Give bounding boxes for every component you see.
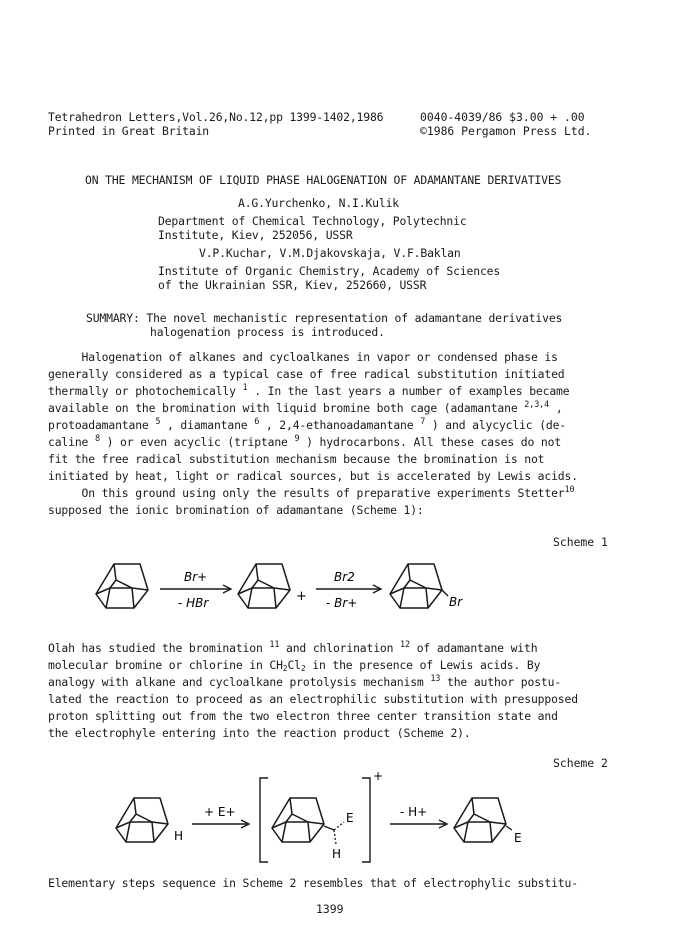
paper-title: ON THE MECHANISM OF LIQUID PHASE HALOGENATION OF ADAMANTANE DERIVATIVES [85,173,562,187]
printed-in: Printed in Great Britain [48,124,209,138]
bromine-substituent: Br [449,595,463,609]
reference: 12 [400,640,410,650]
body-line: protoadamantane $^5$ , diamantane $^6$ , 2,4-ethanoadamantane $^7$ ) and alycyclic (de- [48,417,567,432]
arrow-1-reagent: + E+ [204,805,236,819]
body-line: initiated by heat, light or radical sources, but is accelerated by Lewis acids. [48,469,578,483]
arrow-2-byproduct: - Br+ [326,596,358,610]
cation-plus: + [296,589,307,604]
reference: 2,3,4 [524,400,550,410]
body-line: molecular bromine or chlorine in $CH_2Cl_2$ in the presence of Lewis acids. By [48,658,541,673]
reference: 1 [242,383,248,393]
scheme-1-diagram [80,552,580,622]
affiliation-2-line-1: Institute of Organic Chemistry, Academy of Sciences [158,264,501,278]
product-electrophile: E [514,831,522,845]
body-line: analogy with alkane and cycloalkane protolysis mechanism $^{13}$ the author postu- [48,674,562,689]
body-line: Elementary steps sequence in Scheme 2 resembles that of electrophylic substitu- [48,876,578,890]
reference: 6 [254,417,260,427]
body-line: thermally or photochemically $^1$ . In the last years a number of examples became [48,383,570,398]
arrow-2-byproduct: - H+ [400,805,428,819]
journal-citation: Tetrahedron Letters,Vol.26,No.12,pp 1399-1402,1986 [48,110,384,124]
reactant-hydrogen: H [174,829,184,843]
body-line: Olah has studied the bromination $^{11}$ and chlorination $^{12}$ of adamantane with [48,640,538,655]
body-line: generally considered as a typical case of free radical substitution initiated [48,367,565,381]
reference: 7 [420,417,426,427]
scheme-1-label: Scheme 1 [553,535,608,549]
arrow-1-reagent: Br+ [184,570,208,584]
reference: 9 [294,434,300,444]
right-bracket [362,778,370,862]
body-line: On this ground using only the results of preparative experiments Stetter$^{10}$ [48,485,575,500]
bromoadamantane-structure [390,564,442,608]
arrow-2-reagent: Br2 [334,570,355,584]
arrow-1-byproduct: - HBr [178,596,209,610]
affiliation-2-line-2: of the Ukrainian SSR, Kiev, 252660, USSR [158,278,427,292]
body-line: available on the bromination with liquid bromine both cage (adamantane $^{2,3,4}$ , [48,400,563,415]
transition-state-charge: + [373,769,384,783]
transition-state-structure [272,798,324,842]
reference: 13 [430,674,441,684]
body-line: fit the free radical substitution mechanism because the bromination is not [48,452,545,466]
adamantane-structure [96,564,148,608]
ts-electrophile: E [346,811,354,825]
left-bracket [260,778,268,862]
body-line: the electrophyle entering into the reaction product (Scheme 2). [48,726,471,740]
adamantyl-cation-structure [238,564,290,608]
affiliation-1-line-2: Institute, Kiev, 252056, USSR [158,228,353,242]
body-line: proton splitting out from the two electron three center transition state and [48,709,558,723]
reference: 5 [155,417,161,427]
body-line: lated the reaction to proceed as an electrophilic substitution with presupposed [48,692,578,706]
issn-price: 0040-4039/86 $3.00 + .00 [420,110,585,124]
adamantane-structure [116,798,168,842]
authors-group-2: V.P.Kuchar, V.M.Djakovskaja, V.F.Baklan [199,246,461,260]
reference: 10 [564,485,575,495]
substituted-adamantane-structure [454,798,506,842]
body-line: caline $^8$ ) or even acyclic (triptane $^9$ ) hydrocarbons. All these cases do not [48,434,562,449]
summary-line-2: halogenation process is introduced. [150,325,385,339]
reference: 11 [269,640,280,650]
authors-group-1: A.G.Yurchenko, N.I.Kulik [238,196,399,210]
ts-hydrogen: H [332,847,342,861]
scheme-2-diagram [100,768,560,866]
body-line: supposed the ionic bromination of adamantane (Scheme 1): [48,503,424,517]
copyright: ©1986 Pergamon Press Ltd. [420,124,592,138]
body-line: Halogenation of alkanes and cycloalkanes in vapor or condensed phase is [48,350,558,364]
page-number: 1399 [316,902,344,916]
summary-line-1: SUMMARY: The novel mechanistic representation of adamantane derivatives [86,311,563,325]
reference: 8 [94,434,100,444]
scheme-2-label: Scheme 2 [553,756,608,770]
affiliation-1-line-1: Department of Chemical Technology, Polytechnic [158,214,467,228]
